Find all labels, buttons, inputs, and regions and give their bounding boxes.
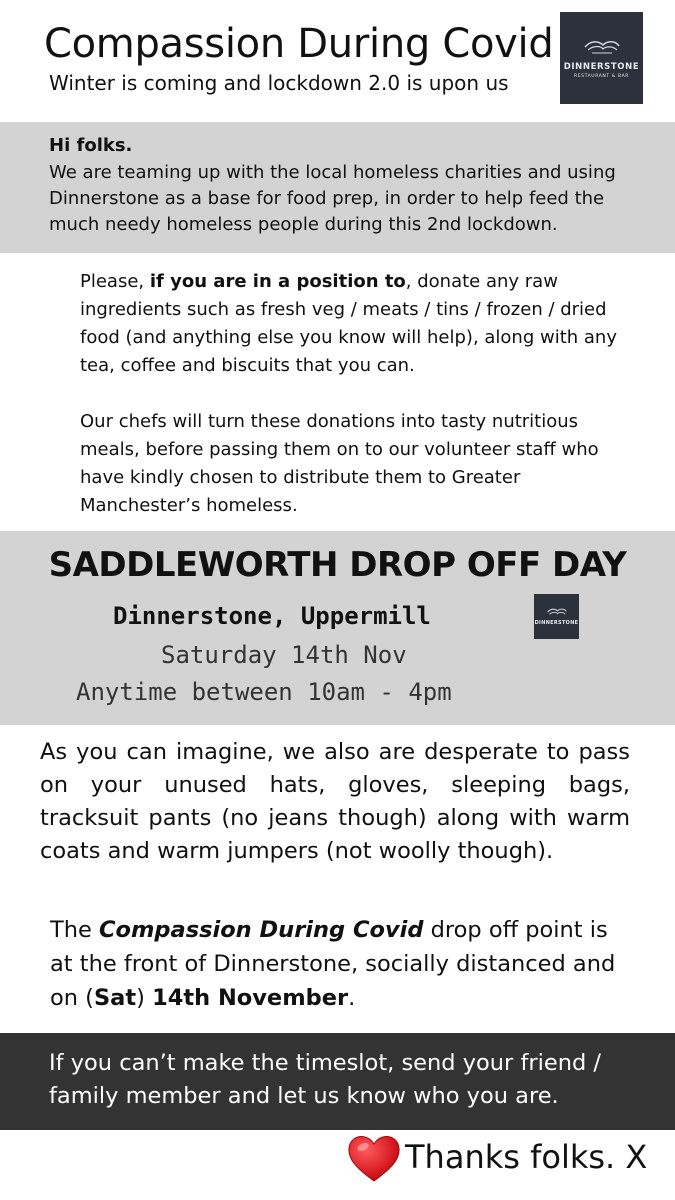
dinnerstone-logo-icon (546, 607, 568, 617)
page-subtitle: Winter is coming and lockdown 2.0 is upon us (49, 71, 509, 95)
timeslot-note: If you can’t make the timeslot, send your friend / family member and let us know who you are. (49, 1050, 601, 1109)
point-text-4: . (348, 985, 356, 1011)
logo-tagline: RESTAURANT & BAR (574, 73, 629, 79)
thanks-text: Thanks folks. X (405, 1138, 648, 1176)
chefs-paragraph: Our chefs will turn these donations into tasty nutritious meals, before passing them on to our volunteer staff who have kindly chosen to distribute them to Greater Manchester’s homeless. (80, 411, 599, 516)
donation-paragraph (80, 268, 640, 380)
clothing-paragraph: As you can imagine, we also are desperate to pass on your unused hats, gloves, sleeping bags, tracksuit pants (no jeans though) along with warm coats and warm jumpers (not woolly though). (40, 739, 630, 864)
point-date: 14th November (152, 985, 349, 1011)
intro-paragraph: We are teaming up with the local homeless charities and using Dinnerstone as a base for food prep, in order to help feed the much needy homeless people during this 2nd lockdown. (49, 162, 616, 235)
dropoff-time: Anytime between 10am - 4pm (76, 678, 452, 706)
dinnerstone-logo-small (534, 594, 579, 639)
donation-rest: , donate any raw ingredients such as fresh veg / meats / tins / frozen / dried food (and anything else you know will help), along with any tea, coffee and biscuits that you can. (80, 271, 617, 376)
donation-emphasis: if you are in a position to (149, 271, 406, 292)
page-title: Compassion During Covid (44, 21, 554, 67)
campaign-name: Compassion During Covid (99, 917, 424, 943)
dropoff-heading: SADDLEWORTH DROP OFF DAY (48, 545, 627, 585)
heart-icon (346, 1134, 402, 1184)
point-text-2: drop off point is at the front of Dinnerstone, socially distanced and on ( (50, 917, 616, 1011)
logo-name-small: DINNERSTONE (534, 620, 579, 626)
dropoff-point-paragraph (50, 913, 630, 1015)
point-text-1: The (50, 917, 99, 943)
greeting: Hi folks. (49, 135, 133, 156)
point-day: Sat (93, 985, 137, 1011)
logo-name: DINNERSTONE (563, 61, 640, 72)
point-text-3: ) (136, 985, 153, 1011)
donation-lead: Please, (80, 271, 150, 292)
dinnerstone-logo-icon (582, 38, 622, 56)
dinnerstone-logo (560, 12, 643, 104)
dropoff-venue: Dinnerstone, Uppermill (113, 602, 431, 630)
dropoff-date: Saturday 14th Nov (161, 641, 407, 669)
